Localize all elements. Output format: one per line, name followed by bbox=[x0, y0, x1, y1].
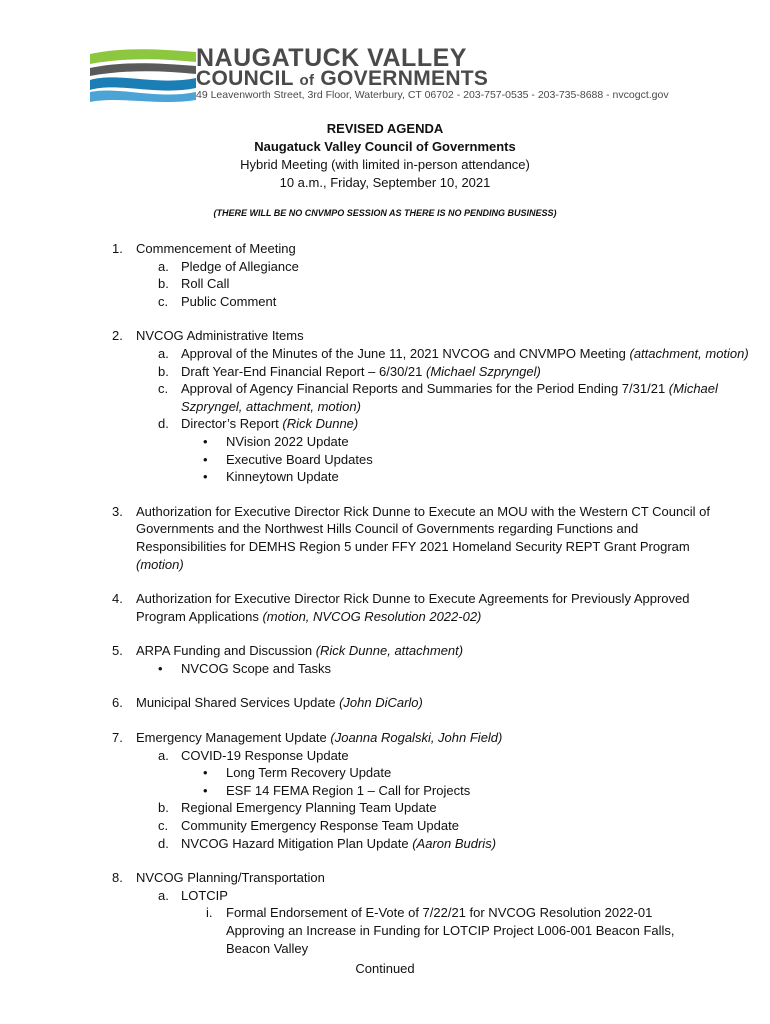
agenda-title: REVISED AGENDA bbox=[326, 121, 444, 136]
continued-label: Continued bbox=[355, 961, 415, 976]
agenda-item-2 bbox=[0, 327, 770, 485]
item-title-text: ARPA Funding and Discussion bbox=[136, 643, 316, 659]
item-number: 7. bbox=[112, 730, 123, 746]
item-number: 5. bbox=[112, 643, 123, 659]
item-title bbox=[136, 729, 770, 747]
bullet-text: NVision 2022 Update bbox=[226, 433, 349, 449]
sub-item bbox=[136, 363, 770, 381]
sub-item bbox=[136, 293, 770, 311]
bullet-icon: • bbox=[203, 782, 208, 798]
sub-letter: a. bbox=[158, 747, 169, 763]
sub-item bbox=[136, 835, 770, 853]
item-number: 1. bbox=[112, 241, 123, 256]
agenda-item-7 bbox=[0, 729, 770, 852]
bullet-item bbox=[136, 433, 770, 451]
sub-note: (Michael Szpryngel, attachment, motion) bbox=[181, 381, 718, 414]
item-title-text: Municipal Shared Services Update bbox=[136, 695, 340, 711]
item-title: NVCOG Planning/Transportation bbox=[136, 870, 325, 886]
item-title bbox=[136, 642, 770, 660]
session-note: (THERE WILL BE NO CNVMPO SESSION AS THERE IS NO PENDING BUSINESS) bbox=[213, 208, 557, 218]
sub-item bbox=[136, 275, 770, 293]
sub-note: (Aaron Budris) bbox=[412, 835, 497, 851]
item-title bbox=[136, 694, 770, 712]
nvcog-logo bbox=[88, 46, 198, 104]
sub-item bbox=[136, 817, 770, 835]
sub-letter: a. bbox=[158, 887, 169, 903]
sub-letter: b. bbox=[158, 363, 169, 379]
sub-letter: d. bbox=[158, 835, 169, 851]
agenda-item-1 bbox=[0, 240, 770, 310]
sub-letter: c. bbox=[158, 293, 169, 309]
org-name-line1: NAUGATUCK VALLEY bbox=[196, 44, 467, 72]
item-note: (Joanna Rogalski, John Field) bbox=[330, 730, 503, 746]
sub-item bbox=[136, 258, 770, 276]
roman-text: Formal Endorsement of E-Vote of 7/22/21 for NVCOG Resolution 2022-01 Approving an Increase in Funding for LOTCIP Project L006-001 Beacon Falls, Beacon Valley bbox=[226, 905, 675, 956]
sub-letter: c. bbox=[158, 818, 169, 834]
sub-note: (Michael Szpryngel) bbox=[425, 363, 541, 379]
sub-text: NVCOG Hazard Mitigation Plan Update bbox=[181, 835, 413, 851]
bullet-text: Executive Board Updates bbox=[226, 451, 373, 467]
item-note: (John DiCarlo) bbox=[339, 695, 423, 711]
bullet-text: Long Term Recovery Update bbox=[226, 765, 392, 781]
title-block bbox=[0, 120, 770, 192]
org-name-governments: GOVERNMENTS bbox=[314, 67, 489, 90]
sub-text: Roll Call bbox=[181, 276, 230, 292]
item-title-text: Authorization for Executive Director Rick Dunne to Execute Agreements for Previously Approved Program Applications bbox=[136, 591, 690, 624]
sub-note: (Rick Dunne) bbox=[282, 416, 359, 432]
org-name-of: of bbox=[299, 72, 315, 89]
sub-text: Community Emergency Response Team Update bbox=[181, 818, 459, 834]
bullet-icon: • bbox=[203, 433, 208, 449]
sub-letter: c. bbox=[158, 381, 169, 397]
item-number: 8. bbox=[112, 870, 123, 886]
sub-letter: b. bbox=[158, 276, 169, 292]
sub-item bbox=[136, 380, 770, 415]
sub-letter: a. bbox=[158, 258, 169, 274]
item-note: (Rick Dunne, attachment) bbox=[315, 643, 464, 659]
bullet-icon: • bbox=[203, 451, 208, 467]
item-number: 6. bbox=[112, 695, 123, 711]
agenda-item-3 bbox=[0, 503, 770, 573]
bullet-item bbox=[136, 468, 770, 486]
bullet-item bbox=[136, 764, 770, 782]
item-title bbox=[136, 590, 690, 625]
item-note: (motion) bbox=[136, 556, 184, 572]
roman-number: i. bbox=[206, 905, 213, 921]
item-title bbox=[136, 503, 714, 573]
agenda-item-8 bbox=[0, 869, 770, 957]
agenda-item-4 bbox=[0, 590, 770, 625]
bullet-item bbox=[136, 660, 770, 678]
bullet-item bbox=[136, 782, 770, 800]
bullet-icon: • bbox=[158, 660, 163, 676]
item-title: NVCOG Administrative Items bbox=[136, 328, 304, 344]
agenda-list bbox=[0, 240, 770, 974]
sub-text: COVID-19 Response Update bbox=[181, 747, 349, 763]
agenda-org: Naugatuck Valley Council of Governments bbox=[254, 139, 516, 154]
sub-letter: a. bbox=[158, 345, 169, 361]
sub-letter: b. bbox=[158, 800, 169, 816]
sub-text: Regional Emergency Planning Team Update bbox=[181, 800, 437, 816]
sub-text: Approval of Agency Financial Reports and Summaries for the Period Ending 7/31/21 bbox=[181, 381, 669, 397]
sub-item bbox=[136, 747, 770, 765]
roman-item bbox=[136, 904, 710, 957]
item-number: 2. bbox=[112, 328, 123, 344]
bullet-text: NVCOG Scope and Tasks bbox=[181, 660, 332, 676]
item-number: 3. bbox=[112, 503, 123, 519]
org-address: 49 Leavenworth Street, 3rd Floor, Waterbury, CT 06702 - 203-757-0535 - 203-735-8688 - nvcogct.gov bbox=[196, 89, 669, 101]
sub-note: (attachment, motion) bbox=[629, 345, 749, 361]
item-title-text: Authorization for Executive Director Rick Dunne to Execute an MOU with the Western CT Council of Governments and the Northwest Hills Council of Governments regarding Functions and Responsibilities for DEMHS Region 5 under FFY 2021 Homeland Security REPT Grant Program bbox=[136, 503, 710, 554]
sub-letter: d. bbox=[158, 416, 169, 432]
agenda-item-5 bbox=[0, 642, 770, 677]
sub-text: Approval of the Minutes of the June 11, 2021 NVCOG and CNVMPO Meeting bbox=[181, 345, 630, 361]
sub-text: Public Comment bbox=[181, 293, 277, 309]
sub-text: LOTCIP bbox=[181, 887, 228, 903]
sub-text: Pledge of Allegiance bbox=[181, 258, 299, 274]
meeting-datetime: 10 a.m., Friday, September 10, 2021 bbox=[279, 175, 491, 190]
bullet-icon: • bbox=[203, 469, 208, 485]
item-title: Commencement of Meeting bbox=[136, 241, 296, 256]
sub-item bbox=[136, 799, 770, 817]
bullet-text: ESF 14 FEMA Region 1 – Call for Projects bbox=[226, 782, 471, 798]
meeting-type: Hybrid Meeting (with limited in-person attendance) bbox=[240, 157, 530, 172]
bullet-item bbox=[136, 451, 770, 469]
item-title-text: Emergency Management Update bbox=[136, 730, 331, 746]
sub-item bbox=[136, 345, 770, 363]
item-number: 4. bbox=[112, 591, 123, 607]
sub-text: Draft Year-End Financial Report – 6/30/21 bbox=[181, 363, 426, 379]
sub-item bbox=[136, 415, 770, 433]
sub-item bbox=[136, 887, 710, 905]
org-name-council: COUNCIL bbox=[196, 67, 300, 90]
bullet-text: Kinneytown Update bbox=[226, 469, 339, 485]
item-note: (motion, NVCOG Resolution 2022-02) bbox=[262, 608, 482, 624]
sub-text: Director’s Report bbox=[181, 416, 283, 432]
bullet-icon: • bbox=[203, 765, 208, 781]
agenda-item-6 bbox=[0, 694, 770, 712]
